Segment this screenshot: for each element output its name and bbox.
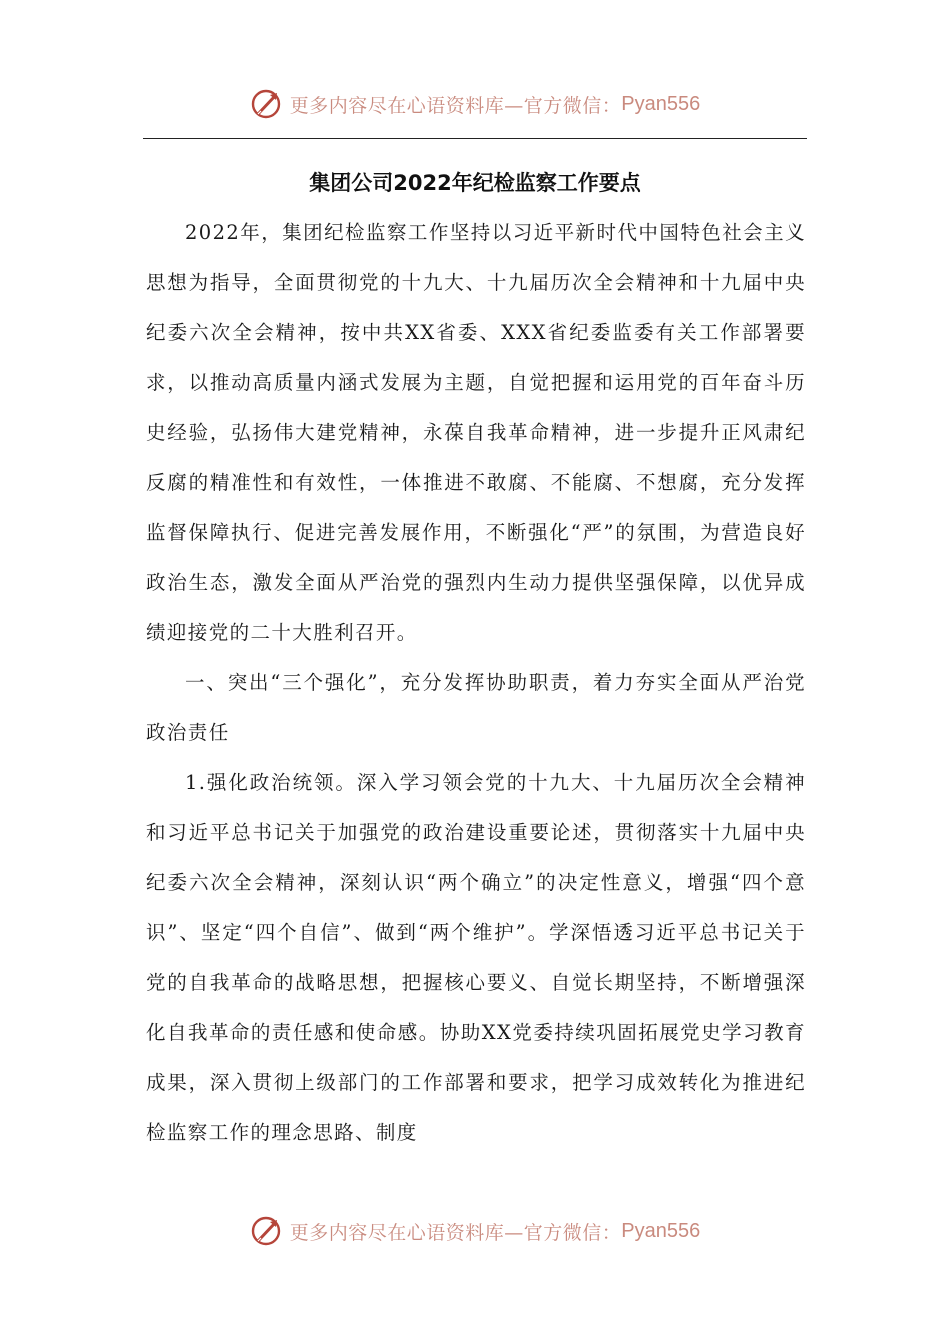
watermark-text: 更多内容尽在心语资料库—官方微信： — [289, 94, 622, 117]
watermark-wechat-id: Pyan556 — [621, 1219, 701, 1242]
footer-watermark — [0, 1211, 950, 1251]
document-title: 集团公司2022年纪检监察工作要点 — [309, 171, 641, 195]
watermark-wechat-id: Pyan556 — [621, 92, 701, 115]
pen-logo-icon — [250, 1214, 284, 1248]
pen-logo-icon — [250, 87, 284, 121]
section-heading: 一、突出“三个强化”，充分发挥协助职责，着力夯实全面从严治党政治责任 — [146, 671, 806, 744]
body-paragraph: 1.强化政治统领。深入学习领会党的十九大、十九届历次全会精神和习近平总书记关于加强党的政治建设重要论述，贯彻落实十九届中央纪委六次全会精神，深刻认识“两个确立”的决定性意义，增强“四个意识”、坚定“四个自信”、做到“两个维护”。学深悟透习近平总书记关于党的自我革命的战略思想，把握核心要义、自觉长期坚持，不断增强深化自我革命的责任感和使命感。协助XX党委持续巩固拓展党史学习教育成果，深入贯彻上级部门的工作部署和要求，把学习成效转化为推进纪检监察工作的理念思路、制度 — [146, 771, 806, 1144]
header-watermark — [0, 84, 950, 124]
document-body — [146, 208, 806, 1158]
header-divider — [143, 138, 807, 139]
watermark-text: 更多内容尽在心语资料库—官方微信： — [289, 1221, 622, 1244]
intro-paragraph: 2022年，集团纪检监察工作坚持以习近平新时代中国特色社会主义思想为指导，全面贯彻党的十九大、十九届历次全会精神和十九届中央纪委六次全会精神，按中共XX省委、XXX省纪委监委有关工作部署要求，以推动高质量内涵式发展为主题，自觉把握和运用党的百年奋斗历史经验，弘扬伟大建党精神，永葆自我革命精神，进一步提升正风肃纪反腐的精准性和有效性，一体推进不敢腐、不能腐、不想腐，充分发挥监督保障执行、促进完善发展作用，不断强化“严”的氛围，为营造良好政治生态，激发全面从严治党的强烈内生动力提供坚强保障，以优异成绩迎接党的二十大胜利召开。 — [146, 221, 806, 644]
